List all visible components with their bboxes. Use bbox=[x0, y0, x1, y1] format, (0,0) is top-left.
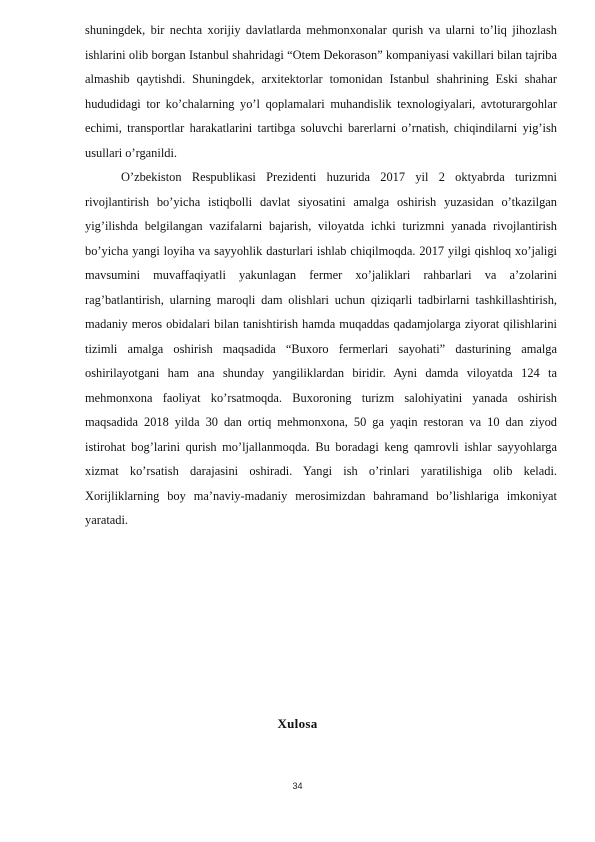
page-number: 34 bbox=[292, 781, 303, 791]
section-heading: Xulosa bbox=[277, 716, 318, 731]
paragraph-tourism-development: O’zbekiston Respublikasi Prezidenti huzurida 2017 yil 2 oktyabrda turizmni rivojlantirish bo’yicha istiqbolli davlat siyosatini amalga oshirish yuzasidan o’tkazilgan yig’ilishda belgilangan vazifalarni bajarish, viloyatda ichki turizmni yanada rivojlantirish bo’yicha yangi loyiha va sayyohlik dasturlari ishlab chiqilmoqda. 2017 yilgi qishloq xo’jaligi mavsumini muvaffaqiyatli yakunlagan fermer xo’jaliklari rahbarlari va a’zolarini rag’batlantirish, ularning maroqli dam olishlari uchun qiziqarli tadbirlarni tashkillashtirish, madaniy meros obidalari bilan tanishtirish hamda muqaddas qadamjolarga ziyorat qilishlarini tizimli amalga oshirish maqsadida “Buxoro fermerlari sayohati” dasturining amalga oshirilayotgani ham ana shunday yangiliklardan biridir. Ayni damda viloyatda 124 ta mehmonxona faoliyat ko’rsatmoqda. Buxoroning turizm salohiyatini yanada oshirish maqsadida 2018 yilda 30 dan ortiq mehmonxona, 50 ga yaqin restoran va 10 dan ziyod istirohat bog’larini qurish mo’ljallanmoqda. Bu boradagi keng qamrovli ishlar sayyohlarga xizmat ko’rsatish darajasini oshiradi. Yangi ish o’rinlari yaratilishiga olib keladi. Xorijliklarning boy ma’naviy-madaniy merosimizdan bahramand bo’lishlariga imkoniyat yaratadi. bbox=[85, 170, 557, 527]
paragraph-continuation: shuningdek, bir nechta xorijiy davlatlarda mehmonxonalar qurish va ularni to’liq jihozlash ishlarini olib borgan Istanbul shahridagi “Otem Dekorason” kompaniyasi vakillari bilan tajriba almashib qaytishdi. Shuningdek, arxitektorlar tomonidan Istanbul shahrining Eski shahar hududidagi tor ko’chalarning yo’l qoplamalari muhandislik texnologiyalari, avtoturargohlar echimi, transportlar harakatlarini tartibga soluvchi barerlarni o’rnatish, chiqindilarni yig’ish usullari o’rganildi. bbox=[85, 23, 557, 160]
body-text bbox=[85, 18, 557, 533]
